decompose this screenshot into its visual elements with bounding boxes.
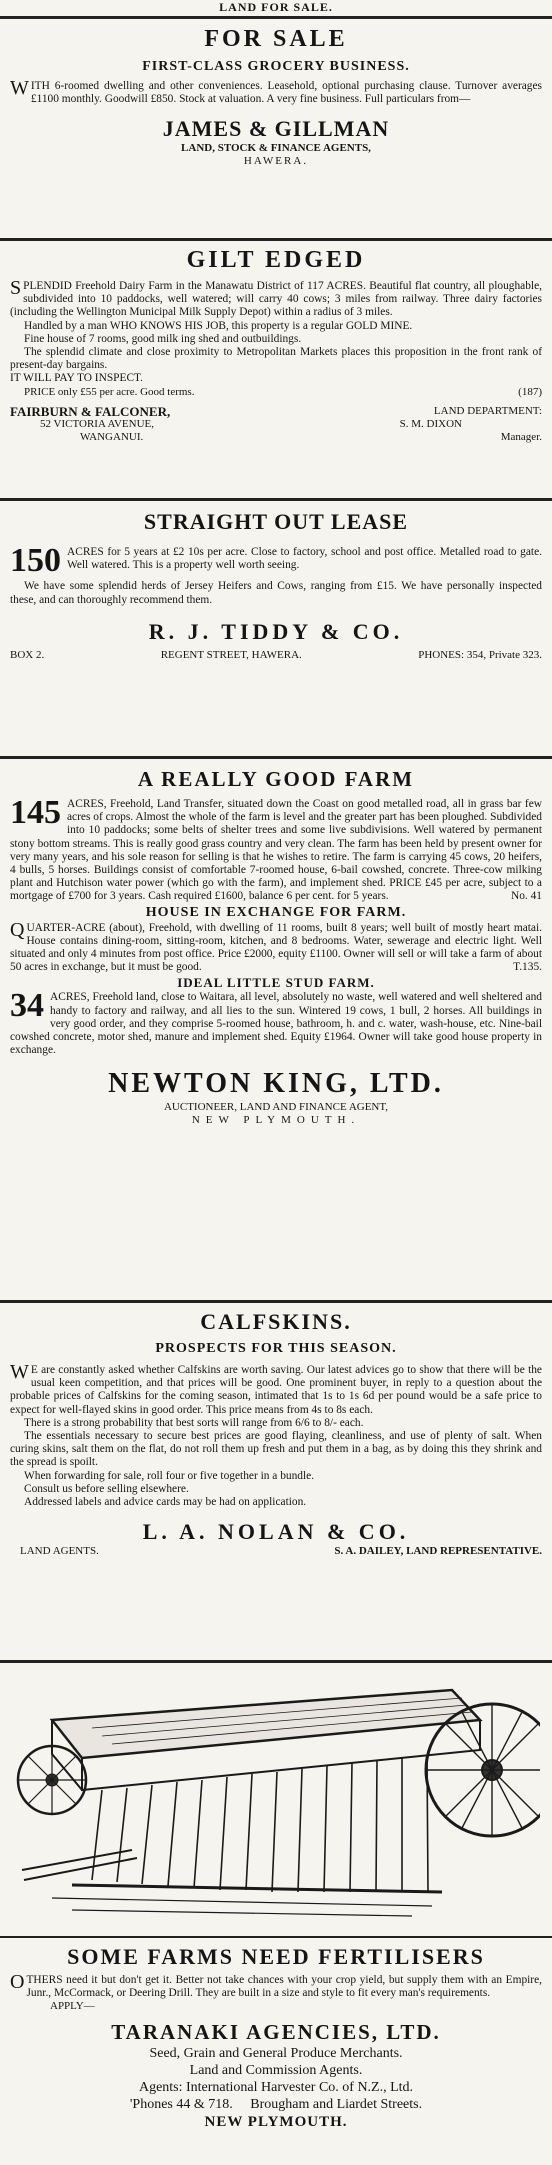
ad-grocery xyxy=(10,24,542,167)
agent-addr: 52 VICTORIA AVENUE, xyxy=(40,417,154,430)
agent-phones: PHONES: 354, Private 323. xyxy=(418,648,542,661)
ad-body xyxy=(10,794,542,904)
price: PRICE only £55 per acre. Good terms. xyxy=(24,385,195,398)
agent-row xyxy=(10,1545,542,1558)
agent-name: TARANAKI AGENCIES, LTD. xyxy=(111,2019,441,2044)
drop-cap: O xyxy=(10,1971,25,1993)
ad-body xyxy=(10,987,542,1057)
ad-heading: CALFSKINS. xyxy=(200,1309,352,1334)
agent-sub: LAND, STOCK & FINANCE AGENTS, xyxy=(181,142,371,155)
ad-body xyxy=(10,542,542,579)
ad-text: ACRES, Freehold land, close to Waitara, all level, absolutely no waste, well watered and well sheltered and handy to factory and railway, and all lies to the sun. Wintered 19 cows, 1 bull, 2 horses. All buildings in very good order, and they comprise 5-roomed house, bathroom, h. and c. water, wash-house, etc. Nine-bail cowshed concrete, motor shed, manure and implement shed. Equity £1964. Owner will take good house property in exchange. xyxy=(10,991,542,1057)
agent-name: L. A. NOLAN & CO. xyxy=(142,1519,410,1545)
ref: T.135. xyxy=(513,961,542,974)
ad-text: Addressed labels and advice cards may be had on application. xyxy=(24,1496,307,1509)
ad-body xyxy=(10,1361,542,1417)
agent-right: S. A. DAILEY, LAND REPRESENTATIVE. xyxy=(334,1545,542,1558)
agent-title: Manager. xyxy=(500,430,542,443)
ad-text: PLENDID Freehold Dairy Farm in the Manawatu District of 117 ACRES. Beautiful flat country, all ploughable, subdivided into 10 paddocks, well watered; will carry 40 cows; 3 miles from railway. Three dairy factories (including the Wellington Municipal Milk Supply Depot) within a radius of 3 miles. xyxy=(10,280,542,319)
price-row xyxy=(10,386,542,399)
agent-town: NEW PLYMOUTH. xyxy=(204,2113,348,2130)
ad-lease xyxy=(10,508,542,662)
ad-subheading: FIRST-CLASS GROCERY BUSINESS. xyxy=(142,59,410,74)
ad-calfskins xyxy=(10,1308,542,1558)
page-header: LAND FOR SALE. xyxy=(219,0,333,14)
ad-text: ITH 6-roomed dwelling and other conveniences. Leasehold, optional purchasing clause. Turnover averages £1100 monthly. Goodwill £850. Stock at valuation. A very fine business. Full particulars from— xyxy=(30,80,542,106)
agent-street: REGENT STREET, HAWERA. xyxy=(160,648,302,661)
ad-body xyxy=(10,1971,542,2000)
agent-town: NEW PLYMOUTH. xyxy=(191,1113,361,1126)
agent-name: R. J. TIDDY & CO. xyxy=(148,618,404,644)
agent-line: Seed, Grain and General Produce Merchants. xyxy=(149,2045,403,2061)
agent-line: Agents: International Harvester Co. of N.Z., Ltd. xyxy=(138,2079,414,2095)
agent-manager: S. M. DIXON xyxy=(399,417,462,430)
ad-heading: FOR SALE xyxy=(204,26,348,52)
agent-line: Land and Commission Agents. xyxy=(189,2062,363,2078)
drop-cap: W xyxy=(10,1361,29,1383)
ad-text: There is a strong probability that best sorts will range from 6/6 to 8/- each. xyxy=(24,1416,364,1429)
divider xyxy=(0,1936,552,1938)
ad-text: Handled by a man WHO KNOWS HIS JOB, this property is a regular GOLD MINE. xyxy=(24,319,413,332)
ad-heading: A REALLY GOOD FARM xyxy=(137,767,415,791)
ad-heading: GILT EDGED xyxy=(186,247,366,273)
ad-body xyxy=(10,77,542,106)
acre-number: 145 xyxy=(10,794,61,831)
ad-subheading: PROSPECTS FOR THIS SEASON. xyxy=(155,1341,397,1356)
ad-text: We have some splendid herds of Jersey Heifers and Cows, ranging from £15. We have personally inspected these, and can thoroughly recommend them. xyxy=(10,580,542,606)
sub-heading: HOUSE IN EXCHANGE FOR FARM. xyxy=(145,904,407,920)
agents-row xyxy=(10,431,542,444)
ad-heading: STRAIGHT OUT LEASE xyxy=(143,509,409,534)
divider xyxy=(0,238,552,241)
acre-number: 34 xyxy=(10,987,44,1025)
ref: (187) xyxy=(518,385,542,398)
agent-name: NEWTON KING, LTD. xyxy=(108,1068,444,1100)
ad-body xyxy=(10,277,542,320)
ad-text: E are constantly asked whether Calfskins are worth saving. Our latest advices go to show that there will be the usual keen competition, and that prices will be good. One prominent buyer, in reply to a question about the probable prices of Calfskins for the coming season, intimated that 1s to 1s 6d per pound would be a safe price to expect for well-flayed skins in good order. This price means from 4s to 8s each. xyxy=(10,1364,542,1416)
ad-text: When forwarding for sale, roll four or five together in a bundle. xyxy=(24,1469,315,1482)
ad-good-farm xyxy=(10,766,542,1126)
drop-cap: Q xyxy=(10,918,25,941)
ad-text: UARTER-ACRE (about), Freehold, with dwelling of 11 rooms, built 8 years; well built of mostly heart matai. House contains dining-room, sitting-room, kitchen, and 8 bedrooms. Water, sewerage and electric light. Well situated and only 4 minutes from post office. Price £2000, equity £1100. Owner will sell or will take a farm of about 50 acres in exchange, but it must be good. xyxy=(10,921,542,974)
agent-town: WANGANUI. xyxy=(80,430,144,443)
ad-body xyxy=(10,918,542,975)
agents-row xyxy=(10,405,542,418)
apply-text: APPLY— xyxy=(50,2000,95,2013)
ad-text: Fine house of 7 rooms, good milk ing shed and outbuildings. xyxy=(24,332,302,345)
ad-fertilisers xyxy=(10,1944,542,2131)
seed-drill-illustration xyxy=(12,1680,540,1928)
ad-text: ACRES for 5 years at £2 10s per acre. Close to factory, school and post office. Metalled road to gate. Well watered. This is a property well worth seeing. xyxy=(67,546,542,572)
divider xyxy=(0,1300,552,1303)
ad-gilt-edged xyxy=(10,246,542,444)
divider xyxy=(0,1660,552,1663)
agent-box: BOX 2. xyxy=(10,648,45,661)
agent-left: FAIRBURN & FALCONER, xyxy=(10,403,171,419)
ad-text: IT WILL PAY TO INSPECT. xyxy=(10,372,144,385)
ad-text: The splendid climate and close proximity to Metropolitan Markets places this proposition in the front rank of present-day bargains. xyxy=(10,346,542,372)
divider xyxy=(0,756,552,759)
divider xyxy=(0,498,552,501)
ref: No. 41 xyxy=(510,890,542,903)
drop-cap: W xyxy=(10,77,29,99)
divider xyxy=(0,16,552,19)
sub-heading: IDEAL LITTLE STUD FARM. xyxy=(177,975,375,991)
agent-town: HAWERA. xyxy=(243,154,309,167)
drop-cap: S xyxy=(10,277,22,299)
agent-right: LAND DEPARTMENT: xyxy=(433,404,542,417)
ad-heading: SOME FARMS NEED FERTILISERS xyxy=(67,1944,485,1969)
ad-text: THERS need it but don't get it. Better not take chances with your crop yield, but supply them with an Empire, Junr., McCormack, or Deering Drill. They are built in a size and style to fit every man's requirements. xyxy=(26,1974,542,2000)
ad-text: The essentials necessary to secure best prices are good flaying, cleanliness, and use of plenty of salt. When curing skins, salt them on the flat, do not roll them up fresh and put them in a bag, as by doing this they shrink and the spread is spoilt. xyxy=(10,1430,542,1469)
acre-number: 150 xyxy=(10,542,61,579)
agent-sub: AUCTIONEER, LAND AND FINANCE AGENT, xyxy=(163,1101,389,1114)
ad-text: Consult us before selling elsewhere. xyxy=(24,1482,189,1495)
ad-text: ACRES, Freehold, Land Transfer, situated down the Coast on good metalled road, all in grass bar few acres of crops. Almost the whole of the farm is level and the greater part has been ploughed. Subdivided into 10 paddocks; some belts of shelter trees and some live subdivisions. Well watered by permanent stony bottom streams. This is really good grass country and very clean. The farm has been held by present owner for very many years, and his sole reason for selling is that he wishes to retire. The farm is carrying 45 cows, 20 heifers, 4 bulls, 5 horses. Buildings consist of comfortable 7-roomed house, 6-bail cowshed, concrete. Three-cow milking plant and Hutchison water power (which go with the farm), and implement shed. PRICE £45 per acre, subject to a mortgage of £700 for 3 years. Cash required £1600, balance 6 per cent. for 5 years. xyxy=(10,798,542,903)
agent-row xyxy=(10,649,542,662)
agent-line: 'Phones 44 & 718. Brougham and Liardet Streets. xyxy=(129,2096,423,2112)
agent-name: JAMES & GILLMAN xyxy=(162,116,390,142)
agents-row xyxy=(10,418,542,431)
agent-left: LAND AGENTS. xyxy=(20,1545,99,1558)
